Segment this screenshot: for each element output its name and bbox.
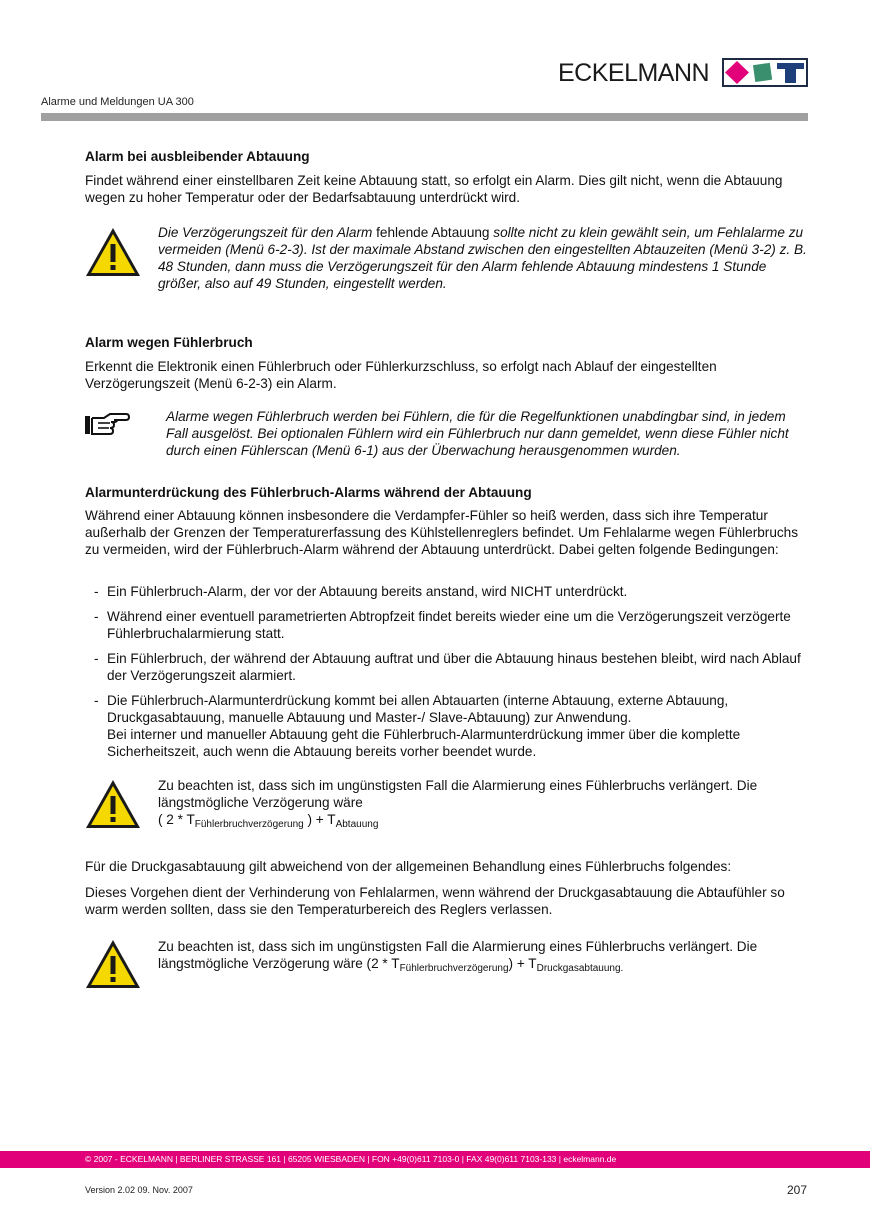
version-info: Version 2.02 09. Nov. 2007 [85,1185,193,1195]
list-item-line: Bei interner und manueller Abtauung geht die Fühlerbruch-Alarmunterdrückung immer über die komplette Sicherheitszeit, auch wenn die Abtauung bereits vorher beendet wurde. [107,727,741,759]
warning-text: Zu beachten ist, dass sich im ungünstigsten Fall die Alarmierung eines Fühlerbruchs verlängert. Die längstmögliche Verzögerung wäre (2 * T [158,939,758,971]
info-note-fuehlerbruch: Alarme wegen Fühlerbruch werden bei Fühlern, die für die Regelfunktionen unabdingbar sind, in jedem Fall ausgelöst. Bei optionalen Fühlern wird ein Fühlerbruch nur dann gemeldet, wenn diese Fühler nicht durch einen Fühlerscan (Menü 6-1) aus der Überwachung herausgenommen wurden. [166,409,789,458]
warning-note-delay-1 [158,777,808,828]
formula-subscript: Fühlerbruchverzögerung [399,963,509,974]
formula-part: ) + T [303,812,336,827]
formula-part: ( 2 * T [158,812,195,827]
list-item: - Ein Fühlerbruch-Alarm, der vor der Abtauung bereits anstand, wird NICHT unterdrückt. [85,583,808,600]
note-part-a: Die Verzögerungszeit für den Alarm [158,225,373,240]
formula-subscript: Druckgasabtauung. [536,963,624,974]
page-number: 207 [787,1183,808,1197]
section-body-fuehlerbruch: Erkennt die Elektronik einen Fühlerbruch oder Fühlerkurzschluss, so erfolgt nach Ablauf der eingestellten Verzögerungszeit (Menü 6-2-3) ein Alarm. [85,359,717,391]
paragraph-druckgas-intro: Für die Druckgasabtauung gilt abweichend von der allgemeinen Behandlung eines Fühlerbruchs folgendes: [85,859,732,874]
footer-copyright: © 2007 - ECKELMANN | BERLINER STRASSE 161 | 65205 WIESBADEN | FON +49(0)611 7103-0 | FAX 49(0)611 7103-133 | eckelmann.de [85,1154,617,1164]
note-part-b: fehlende Abtauung [372,225,494,240]
formula-subscript: Abtauung [335,819,379,830]
header-divider-bar [41,113,808,121]
note-part-c: sollte nicht zu klein gewählt sein, um Fehlalarme zu vermeiden (Menü 6-2-3). Ist der maximale Abstand zwischen den eingestellten Abtauzeiten (Menü 3-2) z. B. 48 Stunden, dann muss die Verzögerungszeit für den Alarm fehlende Abtauung mindestens 1 Stunde größer, also auf 49 Stunden, eingestellt werden. [158,225,807,291]
list-item: - Während einer eventuell parametrierten Abtropfzeit findet bereits wieder eine um die Verzögerungszeit verzögerte Fühlerbruchalarmierung statt. [85,608,808,642]
section-heading-abtauung-alarm: Alarm bei ausbleibender Abtauung [85,149,310,164]
section-heading-alarmunterdrueckung: Alarmunterdrückung des Fühlerbruch-Alarms während der Abtauung [85,485,532,500]
formula-part: ) + T [508,956,537,971]
warning-note-delay-2 [158,938,808,972]
list-item: - Ein Fühlerbruch, der während der Abtauung auftrat und über die Abtauung hinaus bestehen bleibt, wird nach Ablauf der Verzögerungszeit alarmiert. [85,650,808,684]
warning-text: Zu beachten ist, dass sich im ungünstigsten Fall die Alarmierung eines Fühlerbruchs verlängert. Die längstmögliche Verzögerung wäre [158,778,758,810]
paragraph-druckgas-reason: Dieses Vorgehen dient der Verhinderung von Fehlalarmen, wenn während der Druckgasabtauung die Abtaufühler so warm werden sollten, dass sie den Temperaturbereich des Reglers verlassen. [85,885,785,917]
warning-icon [84,778,142,830]
pointing-hand-icon [84,412,130,438]
list-item-line: Die Fühlerbruch-Alarmunterdrückung kommt bei allen Abtauarten (interne Abtauung, externe Abtauung, Druckgasabtauung, manuelle Abtauung und Master-/ Slave-Abtauung) zur Anwendung. [107,693,729,725]
conditions-list [85,583,808,768]
warning-icon [84,938,142,990]
document-header-title: Alarme und Meldungen UA 300 [41,96,194,108]
section-heading-fuehlerbruch: Alarm wegen Fühlerbruch [85,335,253,350]
formula-subscript: Fühlerbruchverzögerung [194,819,304,830]
brand-logo-icon [722,58,808,87]
section-body-alarmunterdrueckung: Während einer Abtauung können insbesondere die Verdampfer-Fühler so heiß werden, dass sich ihre Temperatur außerhalb der Grenzen der Temperaturerfassung des Kühlstellenreglers befindet. Um Fehlalarme wegen Fühlerbruchs zu vermeiden, wird der Fühlerbruch-Alarm während der Abtauung unterdrückt. Dabei gelten folgende Bedingungen: [85,508,799,557]
delay-formula [158,811,808,828]
warning-note-abtauung [158,224,808,292]
warning-icon [84,226,142,278]
section-body-abtauung-alarm: Findet während einer einstellbaren Zeit keine Abtauung statt, so erfolgt ein Alarm. Dies gilt nicht, wenn die Abtauung wegen zu hoher Temperatur oder der Bedarfsabtauung unterdrückt wird. [85,173,783,205]
list-item [85,692,808,760]
brand-logo-text: ECKELMANN [558,59,710,87]
